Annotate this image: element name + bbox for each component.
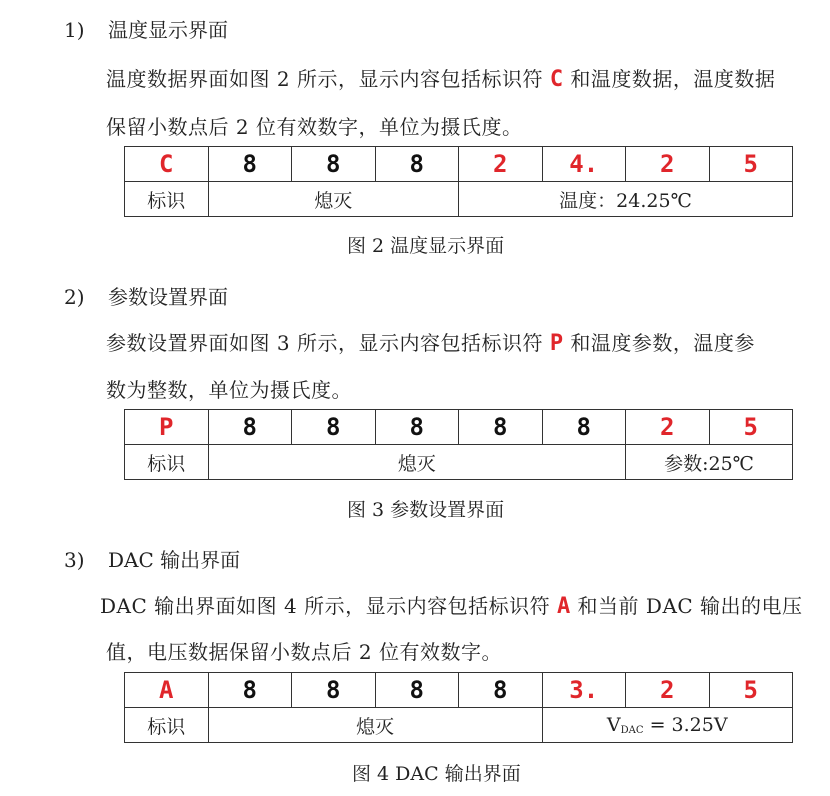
identifier-symbol: A bbox=[556, 594, 571, 619]
label-row bbox=[125, 708, 793, 743]
paragraph-text: 和温度数据，温度数据 bbox=[570, 67, 776, 91]
section-3-paragraph-line-1 bbox=[100, 590, 803, 619]
digit-cell: 2 bbox=[626, 673, 710, 708]
paragraph-text: 和当前 DAC 输出的电压 bbox=[577, 594, 803, 618]
digit-cell: 2 bbox=[459, 147, 543, 182]
digit-cell: 4. bbox=[542, 147, 626, 182]
label-value bbox=[542, 708, 793, 743]
section-1-heading bbox=[64, 14, 228, 43]
label-row bbox=[125, 182, 793, 217]
display-table-2 bbox=[124, 409, 793, 480]
paragraph-text: 和温度参数，温度参 bbox=[570, 331, 755, 355]
digit-cell: 8 bbox=[459, 673, 543, 708]
voltage-value: = 3.25V bbox=[643, 714, 728, 736]
digit-cell: 8 bbox=[208, 673, 292, 708]
section-1-paragraph-line-1 bbox=[106, 63, 775, 92]
section-title: DAC 输出界面 bbox=[108, 548, 241, 572]
digit-cell: 3. bbox=[542, 673, 626, 708]
label-off: 熄灭 bbox=[208, 182, 459, 217]
label-off: 熄灭 bbox=[208, 445, 626, 480]
display-table-1 bbox=[124, 146, 793, 217]
digit-cell: P bbox=[125, 410, 209, 445]
section-2-paragraph-line-2: 数为整数，单位为摄氏度。 bbox=[106, 378, 352, 402]
paragraph-text: 参数设置界面如图 3 所示，显示内容包括标识符 bbox=[106, 331, 543, 355]
digit-cell: 8 bbox=[208, 410, 292, 445]
digit-cell: 2 bbox=[626, 410, 710, 445]
label-identifier: 标识 bbox=[125, 445, 209, 480]
voltage-symbol: V bbox=[606, 714, 621, 736]
section-3-heading bbox=[64, 544, 240, 573]
section-number: 3) bbox=[64, 548, 85, 572]
section-3-paragraph-line-2: 值，电压数据保留小数点后 2 位有效数字。 bbox=[106, 640, 502, 664]
figure-caption-4: 图 4 DAC 输出界面 bbox=[352, 763, 521, 785]
label-value: 参数:25℃ bbox=[626, 445, 793, 480]
figure-caption-3: 图 3 参数设置界面 bbox=[347, 499, 505, 521]
digit-cell: 5 bbox=[709, 673, 793, 708]
display-table-3 bbox=[124, 672, 793, 743]
section-number: 1) bbox=[64, 18, 85, 42]
label-identifier: 标识 bbox=[125, 182, 209, 217]
label-value: 温度：24.25℃ bbox=[459, 182, 793, 217]
section-number: 2) bbox=[64, 285, 85, 309]
digit-cell: 8 bbox=[375, 147, 459, 182]
digit-cell: 8 bbox=[542, 410, 626, 445]
section-2-heading bbox=[64, 281, 228, 310]
digit-cell: 2 bbox=[626, 147, 710, 182]
voltage-subscript: DAC bbox=[620, 725, 644, 736]
digit-cell: 8 bbox=[375, 410, 459, 445]
digit-cell: C bbox=[125, 147, 209, 182]
digit-cell: 8 bbox=[292, 147, 376, 182]
label-off: 熄灭 bbox=[208, 708, 542, 743]
digit-cell: 8 bbox=[459, 410, 543, 445]
digit-row bbox=[125, 673, 793, 708]
figure-caption-2: 图 2 温度显示界面 bbox=[347, 235, 505, 257]
digit-cell: A bbox=[125, 673, 209, 708]
label-row bbox=[125, 445, 793, 480]
section-2-paragraph-line-1 bbox=[106, 327, 755, 356]
paragraph-text: 温度数据界面如图 2 所示，显示内容包括标识符 bbox=[106, 67, 543, 91]
section-title: 参数设置界面 bbox=[108, 285, 228, 309]
digit-row bbox=[125, 147, 793, 182]
digit-row bbox=[125, 410, 793, 445]
digit-cell: 5 bbox=[709, 410, 793, 445]
label-identifier: 标识 bbox=[125, 708, 209, 743]
digit-cell: 8 bbox=[375, 673, 459, 708]
digit-cell: 8 bbox=[292, 673, 376, 708]
paragraph-text: DAC 输出界面如图 4 所示，显示内容包括标识符 bbox=[100, 594, 551, 618]
digit-cell: 8 bbox=[292, 410, 376, 445]
identifier-symbol: P bbox=[549, 331, 564, 356]
section-title: 温度显示界面 bbox=[108, 18, 228, 42]
digit-cell: 8 bbox=[208, 147, 292, 182]
identifier-symbol: C bbox=[549, 67, 564, 92]
digit-cell: 5 bbox=[709, 147, 793, 182]
section-1-paragraph-line-2: 保留小数点后 2 位有效数字，单位为摄氏度。 bbox=[106, 115, 523, 139]
